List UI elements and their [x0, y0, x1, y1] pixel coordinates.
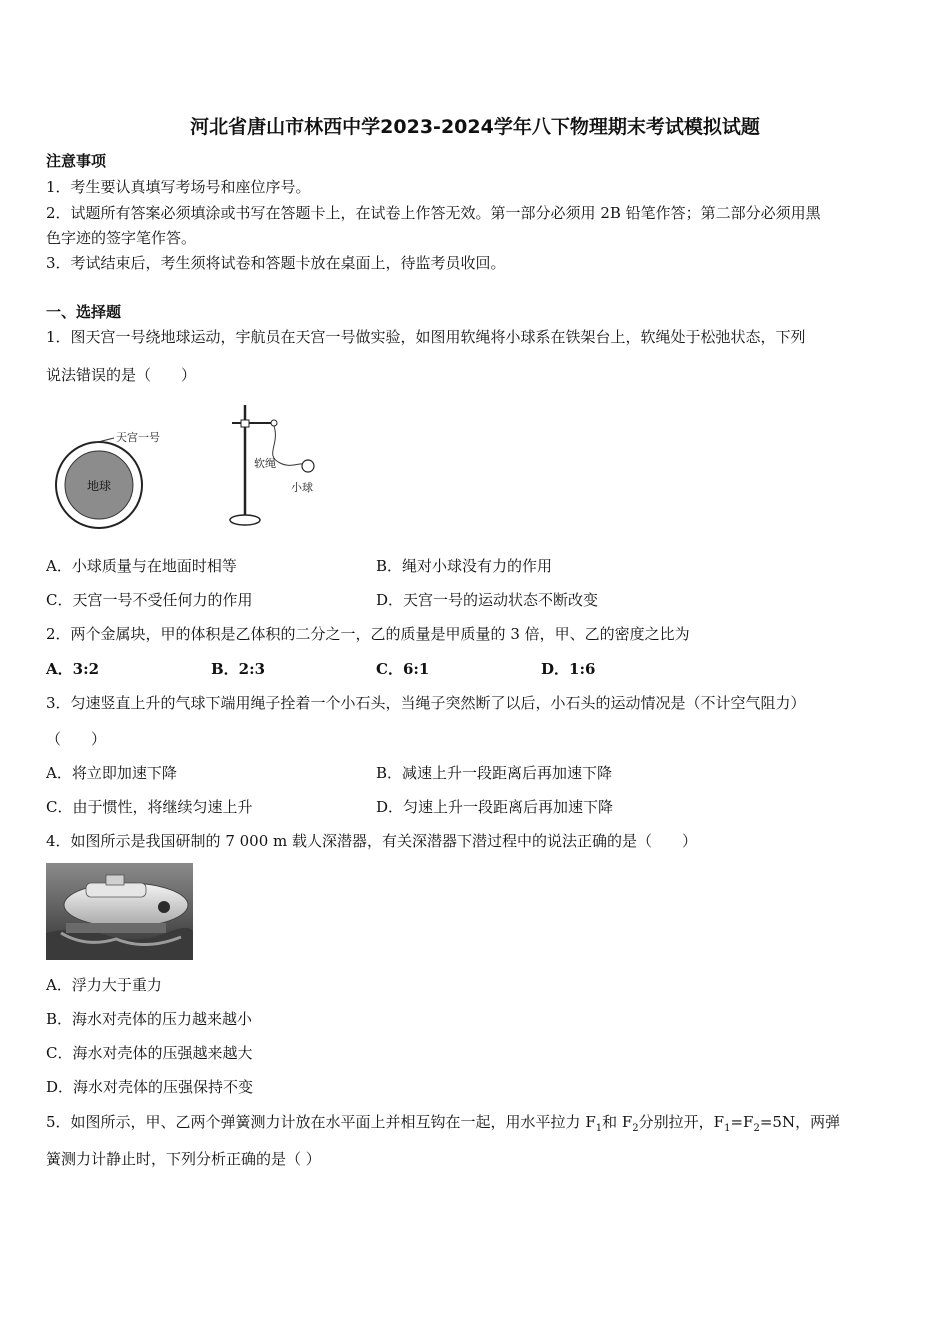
q5-sub-2: 2: [632, 1123, 639, 1134]
notice-item-2: 2．试题所有答案必须填涂或书写在答题卡上，在试卷上作答无效。第一部分必须用 2B 铅笔作答；第二部分必须用黑: [46, 204, 821, 222]
q2-option-d: D．1:6: [541, 660, 596, 678]
q1-stem-cont: 说法错误的是（ ）: [46, 366, 197, 384]
q2-option-a: A．3:2: [46, 660, 100, 678]
rope-label: 软绳: [254, 457, 276, 470]
q1-option-c: C．天宫一号不受任何力的作用: [46, 591, 253, 609]
q3-option-c: C．由于惯性，将继续匀速上升: [46, 798, 253, 816]
q4-option-a: A．浮力大于重力: [46, 976, 162, 994]
section-heading-choice: 一、选择题: [46, 303, 122, 321]
q5-sub-4: 2: [753, 1123, 760, 1134]
q3-option-d: D．匀速上升一段距离后再加速下降: [376, 798, 614, 816]
q4-option-d: D．海水对壳体的压强保持不变: [46, 1078, 254, 1096]
q5-stem: [46, 1112, 840, 1139]
q5-sub-3: 1: [724, 1123, 731, 1134]
q5-text-1: 5．如图所示，甲、乙两个弹簧测力计放在水平面上并相互钩在一起，用水平拉力 F: [46, 1113, 596, 1131]
q4-stem: 4．如图所示是我国研制的 7 000 m 载人深潜器，有关深潜器下潜过程中的说法正确的是（ ）: [46, 832, 698, 850]
q5-stem-cont: 簧测力计静止时，下列分析正确的是（ ）: [46, 1150, 321, 1168]
iron-stand-figure: [222, 403, 332, 533]
notice-heading: 注意事项: [46, 152, 107, 170]
notice-item-1: 1．考生要认真填写考场号和座位序号。: [46, 178, 311, 196]
q5-text-5: =5N，两弹: [759, 1113, 841, 1131]
q2-option-b: B．2:3: [211, 660, 266, 678]
q1-option-a: A．小球质量与在地面时相等: [46, 557, 237, 575]
q5-text-3: 分别拉开，F: [638, 1113, 725, 1131]
q1-option-b: B．绳对小球没有力的作用: [376, 557, 553, 575]
earth-orbit-figure: [54, 424, 179, 540]
q5-text-4: =F: [730, 1113, 754, 1131]
q2-option-c: C．6:1: [376, 660, 430, 678]
earth-label: 地球: [86, 479, 112, 493]
submersible-photo: [46, 863, 193, 960]
q2-stem: 2．两个金属块，甲的体积是乙体积的二分之一，乙的质量是甲质量的 3 倍，甲、乙的密度之比为: [46, 625, 690, 643]
q1-option-d: D．天宫一号的运动状态不断改变: [376, 591, 599, 609]
q5-sub-1: 1: [595, 1123, 603, 1134]
notice-item-3: 3．考试结束后，考生须将试卷和答题卡放在桌面上，待监考员收回。: [46, 254, 506, 272]
q5-text-2: 和 F: [602, 1113, 633, 1131]
q4-option-b: B．海水对壳体的压力越来越小: [46, 1010, 253, 1028]
notice-item-2-cont: 色字迹的签字笔作答。: [46, 229, 197, 247]
page-title: 河北省唐山市林西中学2023-2024学年八下物理期末考试模拟试题: [190, 116, 760, 138]
q1-stem: 1．图天宫一号绕地球运动，宇航员在天宫一号做实验，如图用软绳将小球系在铁架台上，软绳处于松弛状态，下列: [46, 328, 806, 346]
ball-label: 小球: [291, 481, 313, 494]
q3-stem: 3．匀速竖直上升的气球下端用绳子拴着一个小石头，当绳子突然断了以后，小石头的运动情况是（不计空气阻力）: [46, 694, 806, 712]
tiangong-label: 天宫一号: [116, 431, 160, 444]
q3-stem-cont: （ ）: [46, 730, 107, 748]
q3-option-a: A．将立即加速下降: [46, 764, 177, 782]
q4-option-c: C．海水对壳体的压强越来越大: [46, 1044, 253, 1062]
q3-option-b: B．减速上升一段距离后再加速下降: [376, 764, 613, 782]
